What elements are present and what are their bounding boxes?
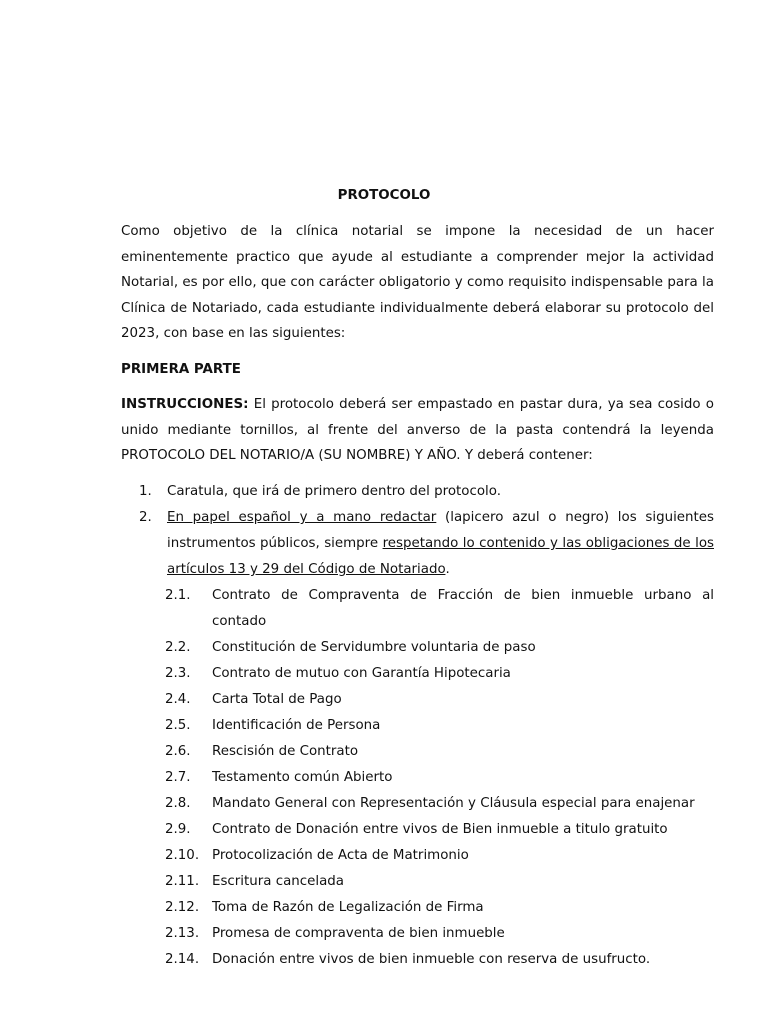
sub-item-number: 2.6.: [165, 744, 191, 759]
intro-paragraph: Como objetivo de la clínica notarial se impone la necesidad de un hacer eminentemente practico que ayude al estudiante a comprender mejor la actividad Notarial, es por ello, que con carácter obligatorio y como requisito indispensable para la Clínica de Notariado, cada estudiante individualmente deberá elaborar su protocolo del 2023, con base en las siguientes:: [121, 224, 714, 342]
sub-item-text: Rescisión de Contrato: [212, 744, 359, 759]
sub-item-text: Contrato de Compraventa de Fracción de bien inmueble urbano al contado: [212, 588, 714, 629]
sub-item-number: 2.10.: [165, 848, 200, 863]
sub-item-text: Identificación de Persona: [212, 718, 381, 733]
sub-list-item: [165, 739, 714, 765]
sub-list-item: [165, 583, 714, 635]
instructions-text: El protocolo deberá ser empastado en pastar dura, ya sea cosido o unido mediante tornillos, al frente del anverso de la pasta contendrá la leyenda PROTOCOLO DEL NOTARIO/A (SU NOMBRE) Y AÑO. Y deberá contener:: [121, 397, 714, 464]
underlined-text: respetando lo contenido y las obligaciones de los artículos 13 y 29 del Código de Notariado: [167, 536, 714, 577]
sub-item-number: 2.11.: [165, 874, 200, 889]
item-text-segment: .: [445, 562, 450, 577]
sub-item-number: 2.2.: [165, 640, 191, 655]
sub-item-text: Testamento común Abierto: [212, 770, 393, 785]
instructions-colon: :: [243, 397, 249, 412]
instructions-paragraph: [121, 392, 714, 469]
sub-item-number: 2.14.: [165, 952, 200, 967]
sub-list-item: [165, 895, 714, 921]
list-item-number: 2.: [139, 510, 152, 525]
sub-list-item: [165, 817, 714, 843]
sub-item-number: 2.1.: [165, 588, 191, 603]
underlined-text: En papel español y a mano redactar: [167, 510, 437, 525]
sub-item-text: Escritura cancelada: [212, 874, 345, 889]
list-item-number: 1.: [139, 484, 152, 499]
sub-item-number: 2.8.: [165, 796, 191, 811]
sub-list-item: [165, 661, 714, 687]
sub-list-item: [165, 843, 714, 869]
document-title: PROTOCOLO: [337, 188, 431, 203]
section-heading: PRIMERA PARTE: [121, 362, 241, 377]
list-item: [121, 479, 714, 505]
sub-item-number: 2.4.: [165, 692, 191, 707]
list-item-text: Caratula, que irá de primero dentro del protocolo.: [167, 484, 501, 499]
sub-list-item: [165, 687, 714, 713]
list-item-text: [167, 505, 714, 583]
sub-item-number: 2.5.: [165, 718, 191, 733]
sub-item-text: Mandato General con Representación y Cláusula especial para enajenar: [212, 796, 695, 811]
sub-item-text: Contrato de Donación entre vivos de Bien inmueble a titulo gratuito: [212, 822, 668, 837]
sub-item-number: 2.12.: [165, 900, 200, 915]
sub-item-number: 2.9.: [165, 822, 191, 837]
sub-item-number: 2.13.: [165, 926, 200, 941]
sub-list-item: [165, 947, 714, 973]
sub-list-item: [165, 921, 714, 947]
sub-list-item: [165, 635, 714, 661]
sub-item-text: Contrato de mutuo con Garantía Hipotecaria: [212, 666, 511, 681]
sub-list-item: [165, 765, 714, 791]
item-text-segment: (lapicero azul o negro) los siguientes instrumentos públicos, siempre: [167, 510, 714, 551]
list-item: [121, 505, 714, 583]
sub-item-number: 2.3.: [165, 666, 191, 681]
sub-list-item: [165, 869, 714, 895]
sub-item-text: Donación entre vivos de bien inmueble con reserva de usufructo.: [212, 952, 651, 967]
sub-list-item: [165, 713, 714, 739]
instructions-label: INSTRUCCIONES: [121, 397, 244, 412]
sub-item-text: Carta Total de Pago: [212, 692, 342, 707]
sub-item-number: 2.7.: [165, 770, 191, 785]
sub-item-text: Promesa de compraventa de bien inmueble: [212, 926, 505, 941]
sub-item-text: Constitución de Servidumbre voluntaria de paso: [212, 640, 536, 655]
sub-item-text: Toma de Razón de Legalización de Firma: [212, 900, 484, 915]
sub-list-item: [165, 791, 714, 817]
sub-item-text: Protocolización de Acta de Matrimonio: [212, 848, 469, 863]
